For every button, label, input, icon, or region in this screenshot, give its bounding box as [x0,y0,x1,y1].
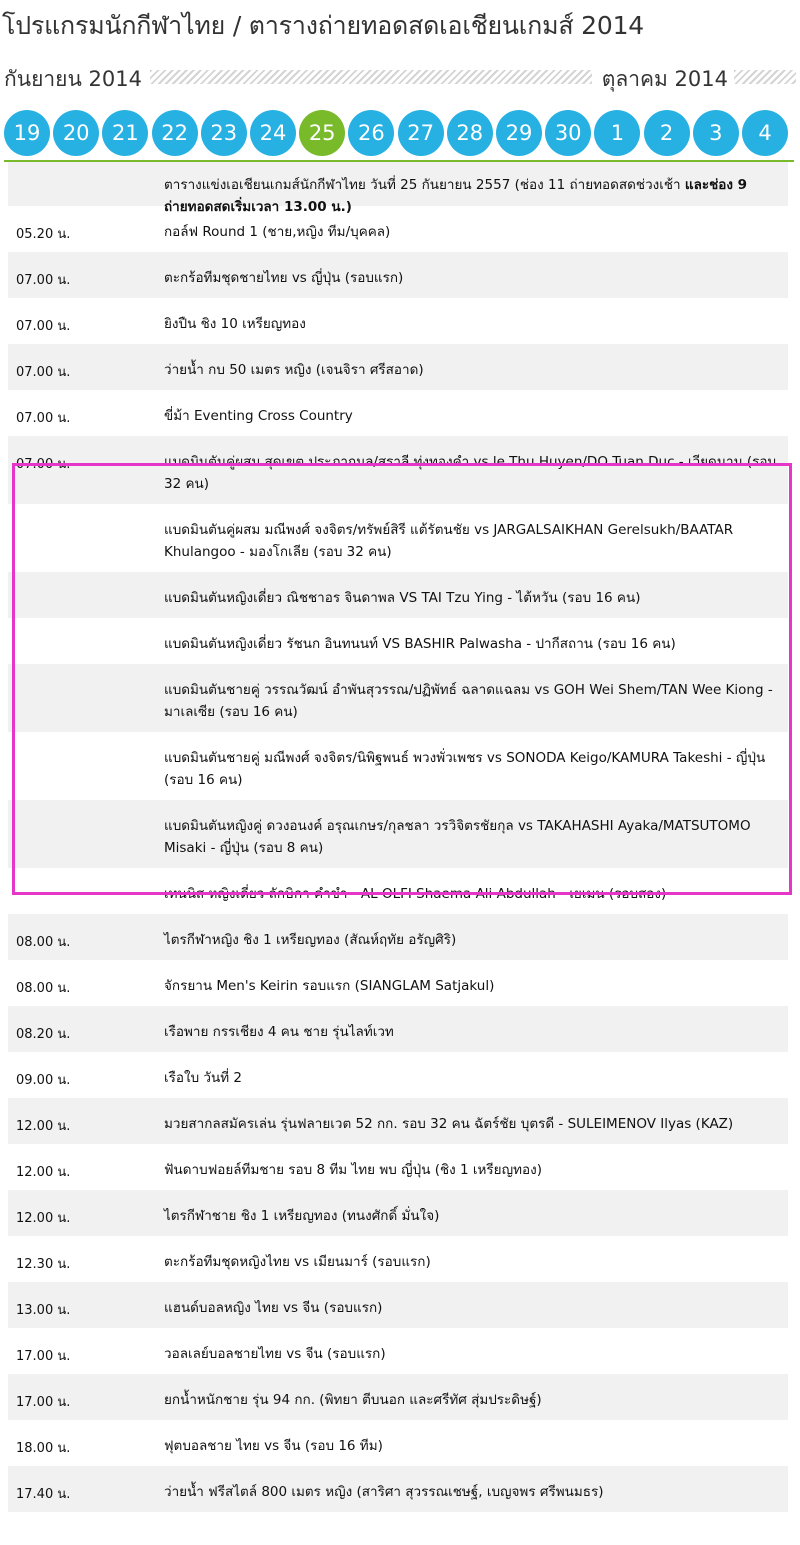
schedule-time: 17.00 น. [16,1395,71,1410]
schedule-description-text: ฟุตบอลชาย ไทย vs จีน (รอบ 16 ทีม) [164,1438,383,1454]
schedule-row [8,572,788,618]
schedule-time: 17.40 น. [16,1487,71,1502]
schedule-description [164,679,782,723]
schedule-description-text: แฮนด์บอลหญิง ไทย vs จีน (รอบแรก) [164,1300,383,1316]
schedule-time: 18.00 น. [16,1441,71,1456]
schedule-description-text: มวยสากลสมัครเล่น รุ่นฟลายเวต 52 กก. รอบ 32 คน ฉัตร์ชัย บุตรดี - SULEIMENOV Ilyas (KAZ) [164,1116,734,1132]
schedule-row [8,1144,788,1190]
schedule-row [8,390,788,436]
schedule-description [164,1205,782,1227]
schedule-row [8,800,788,868]
schedule-description [164,1021,782,1043]
schedule-description [164,313,782,335]
schedule-description-text: ตารางแข่งเอเชียนเกมส์นักกีฬาไทย วันที่ 25 กันยายน 2557 (ช่อง 11 ถ่ายทอดสดช่วงเช้า [164,177,685,193]
schedule-description [164,1297,782,1319]
schedule-time: 09.00 น. [16,1073,71,1088]
schedule-description-text: แบดมินตันชายคู่ วรรณวัฒน์ อำพันสุวรรณ/ปฏิพัทธ์ ฉลาดแฉลม vs GOH Wei Shem/TAN Wee Kiong - มาเลเซีย (รอบ 16 คน) [164,682,773,720]
schedule-time: 07.00 น. [16,457,71,472]
date-21-sep[interactable]: 21 [102,110,148,156]
date-28-sep[interactable]: 28 [447,110,493,156]
schedule-time: 05.20 น. [16,227,71,242]
date-29-sep[interactable]: 29 [496,110,542,156]
schedule-time: 12.00 น. [16,1119,71,1134]
schedule-description-text: แบดมินตันชายคู่ มณีพงศ์ จงจิตร/นิพิฐพนธ์ พวงพั่วเพชร vs SONODA Keigo/KAMURA Takeshi - ญี่ปุ่น (รอบ 16 คน) [164,750,766,788]
schedule-row [8,252,788,298]
schedule-description-text: ตะกร้อทีมชุดชายไทย vs ญี่ปุ่น (รอบแรก) [164,270,404,286]
schedule-description-text: แบดมินตันหญิงคู่ ดวงอนงค์ อรุณเกษร/กุลชลา วรวิจิตรชัยกุล vs TAKAHASHI Ayaka/MATSUTOMO Misaki - ญี่ปุ่น (รอบ 8 คน) [164,818,751,856]
schedule-row [8,162,788,215]
date-3-oct[interactable]: 3 [693,110,739,156]
schedule-description [164,405,782,427]
schedule-row [8,1420,788,1466]
date-25-sep[interactable]: 25 [299,110,345,156]
schedule-description [164,1159,782,1181]
schedule-description [164,883,782,905]
schedule-description [164,633,782,655]
schedule-description-text: ยกน้ำหนักชาย รุ่น 94 กก. (พิทยา ตีบนอก และศรีทัศ สุ่มประดิษฐ์) [164,1392,542,1408]
schedule-description-text: ว่ายน้ำ ฟรีสไตล์ 800 เมตร หญิง (สาริศา สุวรรณเชษฐ์, เบญจพร ศรีพนมธร) [164,1484,604,1500]
schedule-row [8,914,788,960]
schedule-time: 12.30 น. [16,1257,71,1272]
schedule-description-text: ไตรกีฬาชาย ชิง 1 เหรียญทอง (ทนงศักดิ์ มั่นใจ) [164,1208,440,1224]
page-title: โปรแกรมนักกีฬาไทย / ตารางถ่ายทอดสดเอเชียนเกมส์ 2014 [2,11,644,40]
schedule-description [164,359,782,381]
schedule-description [164,1113,782,1135]
date-26-sep[interactable]: 26 [348,110,394,156]
schedule-row [8,436,788,504]
schedule-row [8,504,788,572]
schedule-time: 08.00 น. [16,935,71,950]
schedule-description-text: เรือใบ วันที่ 2 [164,1070,243,1086]
schedule-time: 07.00 น. [16,319,71,334]
month-label-september: กันยายน 2014 [4,67,142,91]
schedule-description-text: ว่ายน้ำ กบ 50 เมตร หญิง (เจนจิรา ศรีสอาด) [164,362,424,378]
schedule-description-text: แบดมินตันคู่ผสม มณีพงศ์ จงจิตร/ทรัพย์สิรี แต้รัตนชัย vs JARGALSAIKHAN Gerelsukh/BAATAR Khulangoo - มองโกเลีย (รอบ 32 คน) [164,522,734,560]
date-30-sep[interactable]: 30 [545,110,591,156]
schedule-description-text: เทนนิส หญิงเดี่ยว ลักษิกา คำขำ - AL OLFI Shaema Ali Abdullah - เยเมน (รอบสอง) [164,886,667,902]
schedule-description [164,1389,782,1411]
schedule-description [164,1067,782,1089]
schedule-description [164,267,782,289]
schedule-row [8,1374,788,1420]
schedule-row [8,1006,788,1052]
broadcast-note: และช่อง 9 ถ่ายทอดสดเริ่มเวลา 13.00 น.) [164,177,748,215]
schedule-description [164,1251,782,1273]
schedule-description-text: แบดมินตันคู่ผสม สุดเขต ประภากมล/สราลี ทุ่งทองคำ vs le Thu Huyen/DO Tuan Duc - เวียดนาม (รอบ 32 คน) [164,454,777,492]
schedule-time: 07.00 น. [16,365,71,380]
date-2-oct[interactable]: 2 [644,110,690,156]
schedule-row [8,1282,788,1328]
schedule-description-text: เรือพาย กรรเชียง 4 คน ชาย รุ่นไลท์เวท [164,1024,394,1040]
schedule-description [164,815,782,859]
schedule-description [164,929,782,951]
schedule-description-text: ขี่ม้า Eventing Cross Country [164,408,353,424]
schedule-row [8,618,788,664]
date-23-sep[interactable]: 23 [201,110,247,156]
date-20-sep[interactable]: 20 [53,110,99,156]
date-19-sep[interactable]: 19 [4,110,50,156]
schedule-description-text: ไตรกีฬาหญิง ชิง 1 เหรียญทอง (สัณห์ฤทัย อรัญศิริ) [164,932,457,948]
schedule-description [164,975,782,997]
schedule-description-text: ยิงปืน ชิง 10 เหรียญทอง [164,316,306,332]
schedule-description [164,747,782,791]
schedule-row [8,732,788,800]
schedule-description-text: จักรยาน Men's Keirin รอบแรก (SIANGLAM Satjakul) [164,978,495,994]
schedule-description [164,451,782,495]
schedule-time: 07.00 น. [16,273,71,288]
schedule-time: 08.00 น. [16,981,71,996]
schedule-row [8,344,788,390]
schedule-row [8,960,788,1006]
schedule-row [8,868,788,914]
schedule-row [8,1190,788,1236]
schedule-time: 07.00 น. [16,411,71,426]
schedule-description [164,587,782,609]
month-divider-right [734,70,796,84]
month-divider-left [150,70,592,84]
schedule-time: 17.00 น. [16,1349,71,1364]
schedule-description-text: วอลเลย์บอลชายไทย vs จีน (รอบแรก) [164,1346,386,1362]
date-4-oct[interactable]: 4 [742,110,788,156]
schedule-description [164,1435,782,1457]
schedule-description-text: แบดมินตันหญิงเดี่ยว รัชนก อินทนนท์ VS BASHIR Palwasha - ปากีสถาน (รอบ 16 คน) [164,636,676,652]
schedule-time: 12.00 น. [16,1165,71,1180]
date-selector [4,110,796,156]
date-27-sep[interactable]: 27 [398,110,444,156]
schedule-time: 12.00 น. [16,1211,71,1226]
date-24-sep[interactable]: 24 [250,110,296,156]
schedule-row [8,1328,788,1374]
schedule-description-text: แบดมินตันหญิงเดี่ยว ณิชชาอร จินดาพล VS TAI Tzu Ying - ไต้หวัน (รอบ 16 คน) [164,590,641,606]
schedule-row [8,298,788,344]
schedule-description-text: ตะกร้อทีมชุดหญิงไทย vs เมียนมาร์ (รอบแรก) [164,1254,431,1270]
schedule-row [8,1466,788,1512]
schedule-time: 08.20 น. [16,1027,71,1042]
schedule-time: 13.00 น. [16,1303,71,1318]
schedule-row [8,1052,788,1098]
schedule-description [164,1481,782,1503]
schedule-row [8,1236,788,1282]
schedule-row [8,206,788,252]
schedule-description [164,221,782,243]
schedule-table [8,162,788,1512]
schedule-row [8,1098,788,1144]
date-1-oct[interactable]: 1 [594,110,640,156]
schedule-row [8,664,788,732]
schedule-description [164,1343,782,1365]
schedule-description-text: ฟันดาบฟอยล์ทีมชาย รอบ 8 ทีม ไทย พบ ญี่ปุ่น (ชิง 1 เหรียญทอง) [164,1162,542,1178]
month-label-october: ตุลาคม 2014 [601,67,728,91]
schedule-description-text: กอล์ฟ Round 1 (ชาย,หญิง ทีม/บุคคล) [164,224,391,240]
schedule-description [164,519,782,563]
date-22-sep[interactable]: 22 [152,110,198,156]
